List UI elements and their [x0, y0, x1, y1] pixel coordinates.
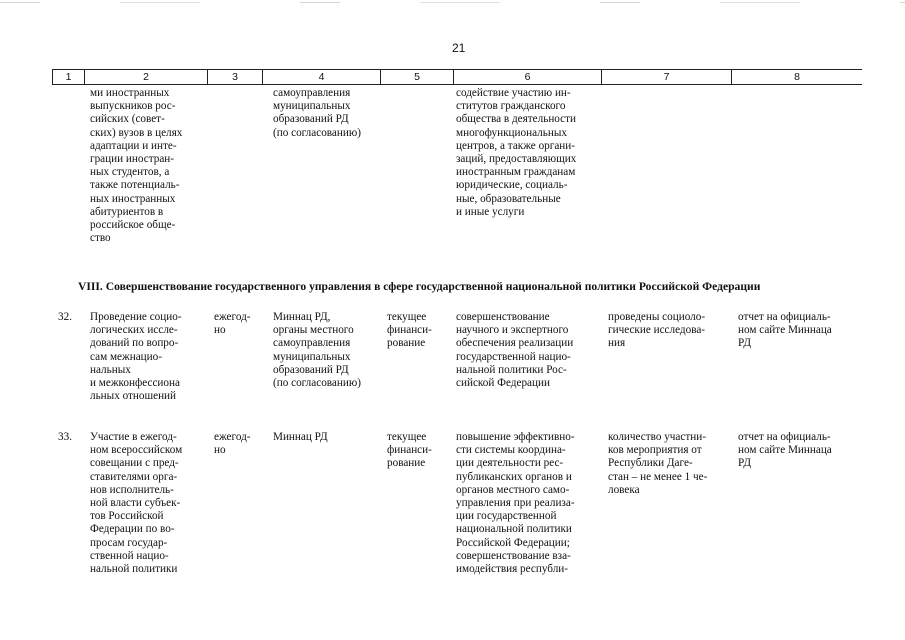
row-32-report: отчет на официаль- ном сайте Миннаца РД — [738, 311, 832, 350]
row-32-result: совершенствование научного и экспертного обеспечения реализации государственной нацио- нальной политики Рос- сийской Федерации — [456, 311, 574, 390]
col-header-7: 7 — [601, 70, 731, 84]
row-33-period: ежегод- но — [214, 431, 251, 457]
col-header-3: 3 — [207, 70, 262, 84]
row-33-activity: Участие в ежегод- ном всероссийском совещании с пред- ставителями орга- нов исполнитель- ной власти субъек- тов Российской Федерации по во- просам государ- ственной нацио- нальной политики — [90, 431, 183, 576]
row-32-executor: Миннац РД, органы местного самоуправления муниципальных образований РД (по согласованию) — [273, 311, 361, 390]
scan-top-edge — [0, 2, 905, 3]
table-header-row — [52, 69, 862, 85]
row-32-number: 32. — [58, 311, 72, 323]
row-33-report: отчет на официаль- ном сайте Миннаца РД — [738, 431, 832, 470]
row-32-period: ежегод- но — [214, 311, 251, 337]
col-header-4: 4 — [262, 70, 380, 84]
section-heading: VIII. Совершенствование государственного управления в сфере государственной национальной политики Российской Федерации — [78, 280, 761, 293]
row-33-number: 33. — [58, 431, 72, 443]
page-number: 21 — [452, 41, 466, 55]
row-32-indicator: проведены социоло- гические исследова- ния — [608, 311, 706, 350]
cont-row-col6: содействие участию ин- ститутов гражданского общества в деятельности многофункциональных центров, а также органи- заций, предоставляющих иностранным гражданам юридические, социаль- ные, образовательные и иные услуги — [456, 87, 577, 218]
cont-row-col4: самоуправления муниципальных образований РД (по согласованию) — [273, 87, 361, 139]
col-header-6: 6 — [453, 70, 601, 84]
col-header-2: 2 — [84, 70, 207, 84]
col-header-1: 1 — [52, 70, 84, 84]
cont-row-col2: ми иностранных выпускников рос- сийских (совет- ских) вузов в целях адаптации и инте- грации иностран- ных студентов, а также потенциаль- ных иностранных абитуриентов в российское обще- ство — [90, 87, 183, 245]
col-header-8: 8 — [731, 70, 862, 84]
row-32-activity: Проведение социо- логических иссле- дований по вопро- сам межнацио- нальных и межконфессиона льных отношений — [90, 311, 182, 403]
row-33-result: повышение эффективно- сти системы координа- ции деятельности рес- публиканских органов и органов местного само- управления при реализа- ции государственной национальной политики Российской Федерации; совершенствование вза- имодействия республи- — [456, 431, 575, 576]
row-33-executor: Миннац РД — [273, 431, 328, 443]
row-32-funding: текущее финанси- рование — [387, 311, 432, 350]
col-header-5: 5 — [380, 70, 453, 84]
row-33-indicator: количество участни- ков мероприятия от Республики Даге- стан – не менее 1 че- ловека — [608, 431, 708, 496]
row-33-funding: текущее финанси- рование — [387, 431, 432, 470]
